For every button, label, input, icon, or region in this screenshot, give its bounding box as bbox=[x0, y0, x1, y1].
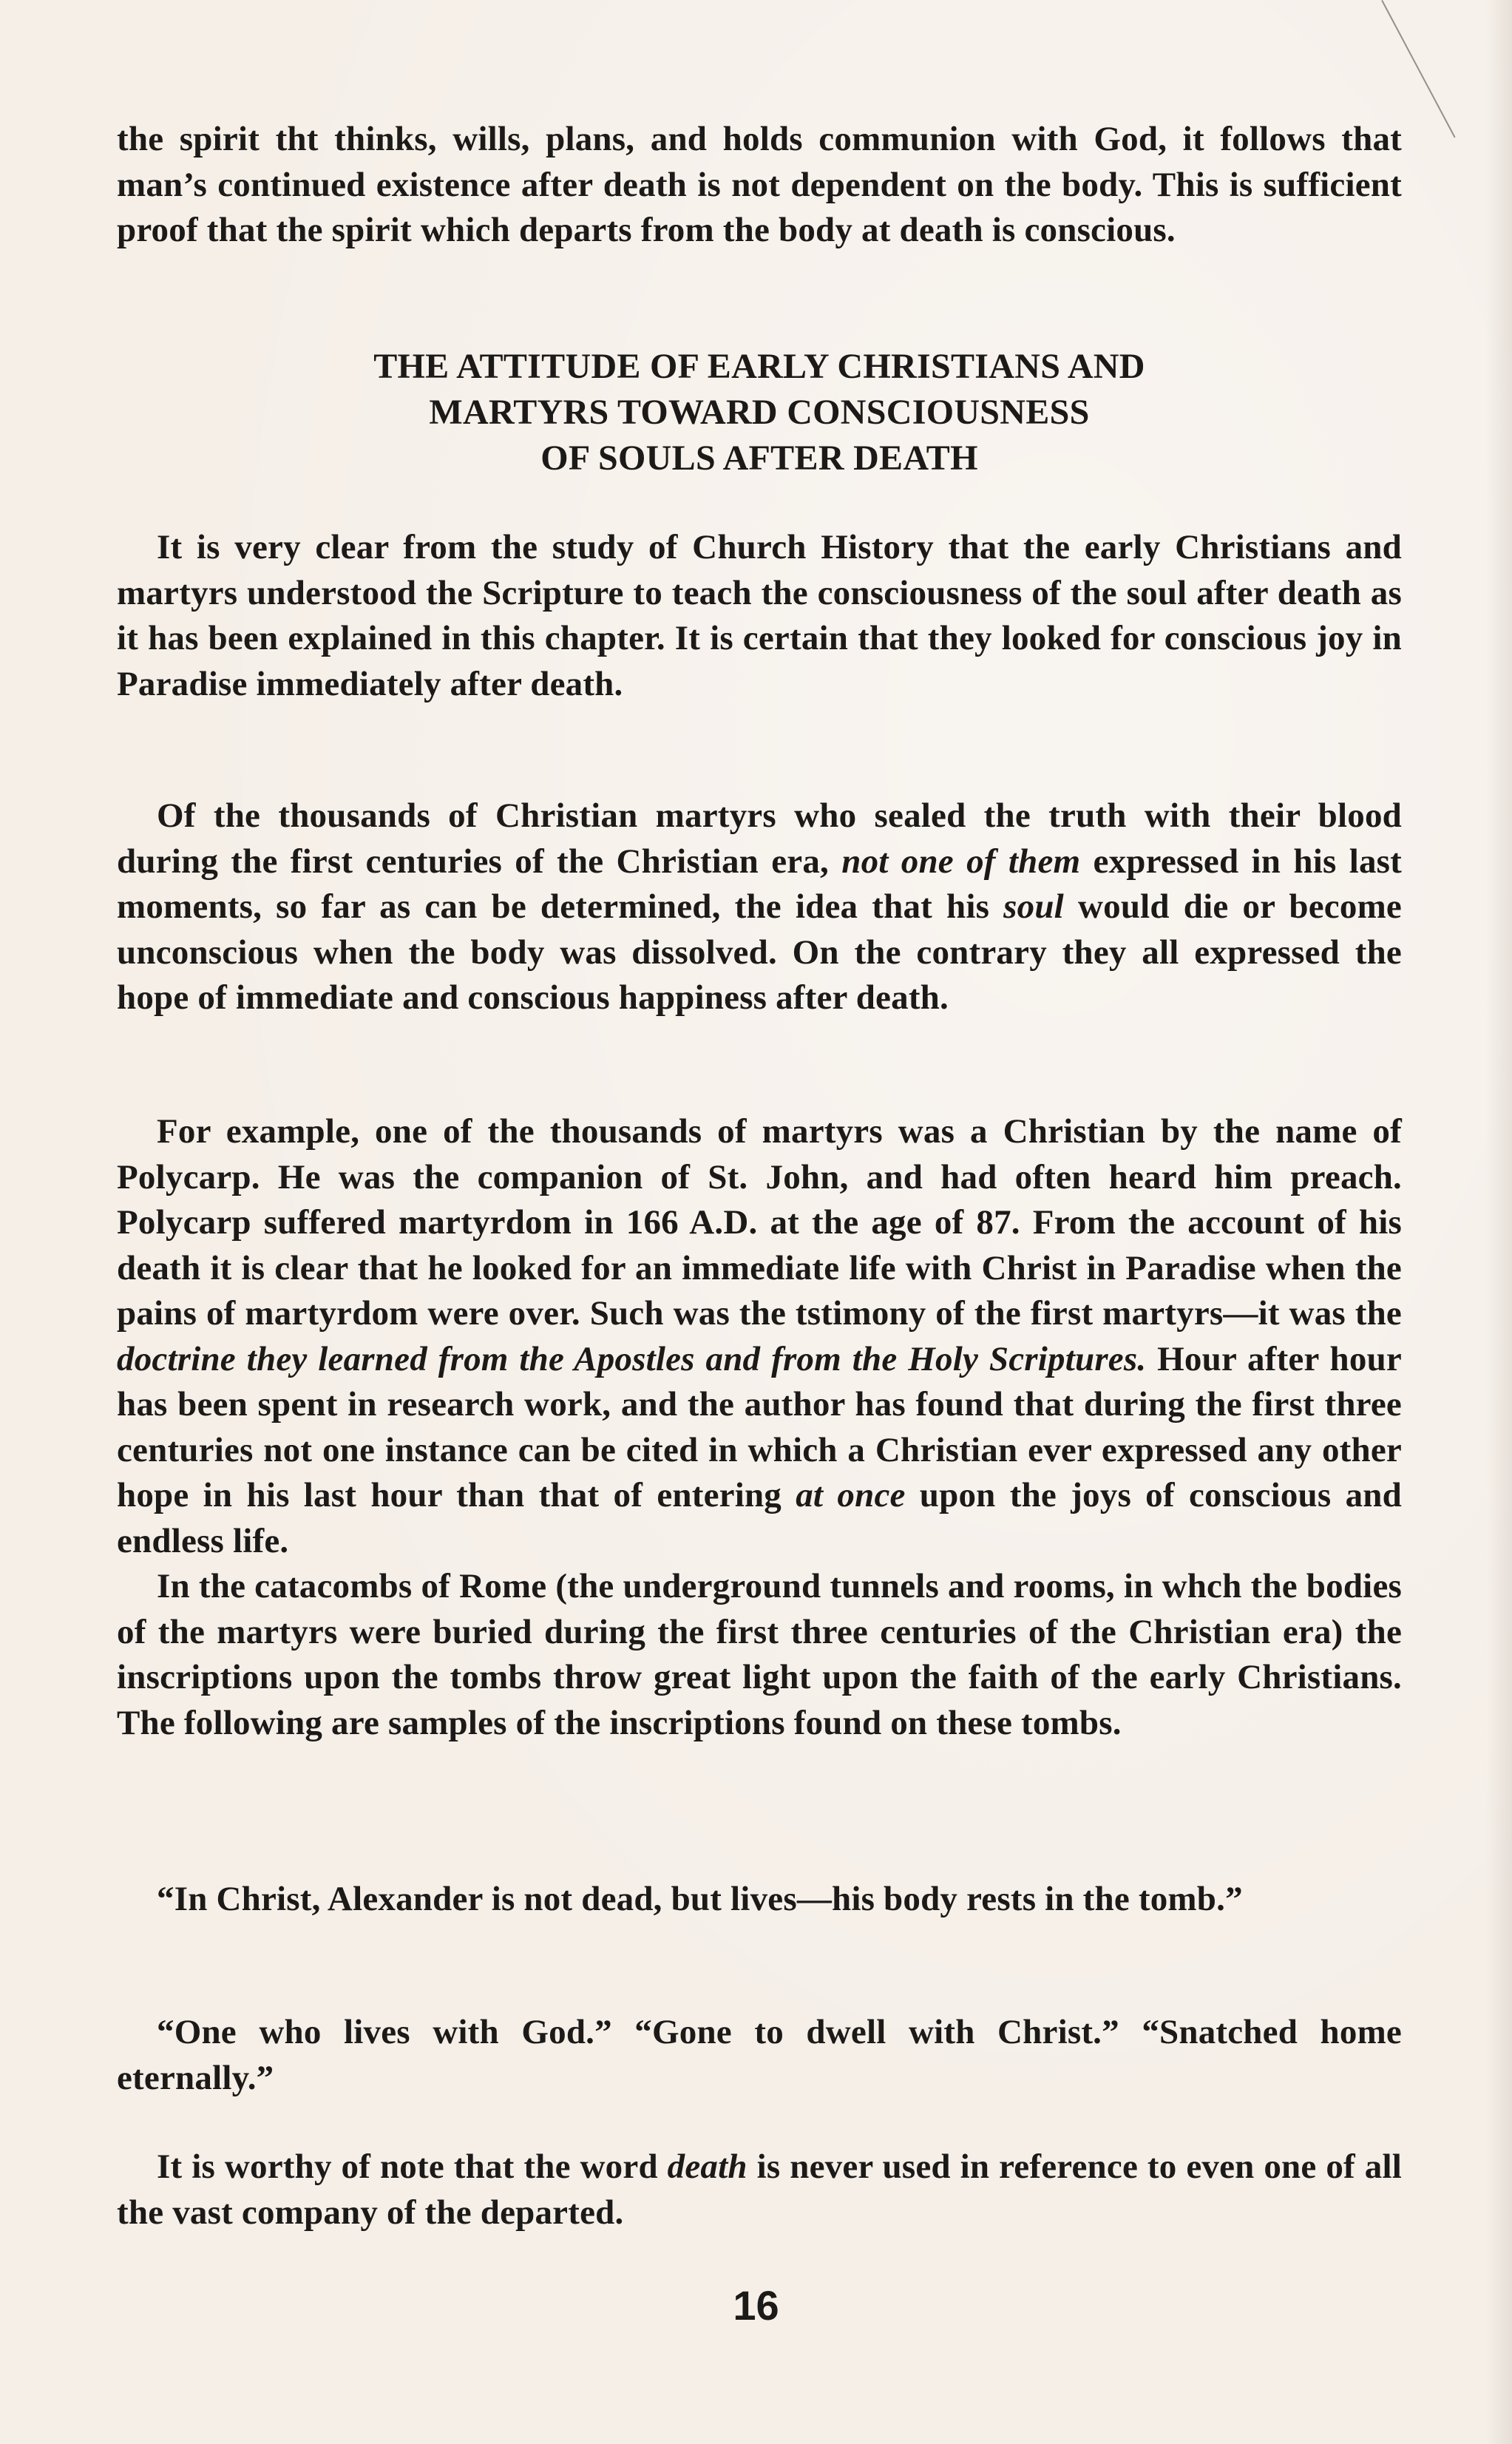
page-edge-shadow bbox=[1486, 0, 1512, 2444]
polycarp-text-2: Hour after hour has been spent in research work, and the author has found that during the first three centuries not one instance can be cited in which a Christian ever expressed any other hope in his last hour than that of entering bbox=[117, 1339, 1402, 1514]
heading-line-2: MARTYRS TOWARD CONSCIOUSNESS bbox=[429, 393, 1090, 432]
death-emphasis: death bbox=[667, 2147, 747, 2186]
polycarp-paragraph-block bbox=[117, 1109, 1402, 1746]
section-heading bbox=[117, 344, 1402, 481]
quote-alexander: “In Christ, Alexander is not dead, but lives—his body rests in the tomb.” bbox=[157, 1880, 1243, 1918]
history-paragraph: It is very clear from the study of Church History that the early Christians and martyrs understood the Scripture to teach the consciousness of the soul after death as it has been explained in this chapter. It is certain that they looked for conscious joy in Paradise immediately after death. bbox=[117, 528, 1402, 703]
death-text-2: is never used in reference to even one of all the vast company of the departed. bbox=[117, 2147, 1402, 2232]
polycarp-text-3: upon the joys of conscious and endless life. bbox=[117, 1476, 1402, 1560]
martyrs-text-2: expressed in his last moments, so far as can be determined, the idea that his bbox=[117, 842, 1402, 926]
quote-lives: “One who lives with God.” “Gone to dwell with Christ.” “Snatched home eternally.” bbox=[117, 2013, 1402, 2097]
martyrs-paragraph-block bbox=[117, 793, 1402, 1021]
polycarp-text-1: For example, one of the thousands of martyrs was a Christian by the name of Polycarp. He was the companion of St. John, and had often heard him preach. Polycarp suffered martyrdom in 166 A.D. at the age of 87. From the account of his death it is clear that he looked for an immediate life with Christ in Paradise when the pains of martyrdom were over. Such was the tstimony of the first martyrs—it was the bbox=[117, 1112, 1402, 1333]
quote-lives-block bbox=[117, 2010, 1402, 2101]
intro-paragraph: the spirit tht thinks, wills, plans, and holds communion with God, it follows that man’s continued existence after death is not dependent on the body. This is sufficient proof that the spirit which departs from the body at death is conscious. bbox=[117, 120, 1402, 249]
martyrs-paragraph bbox=[117, 793, 1402, 1021]
martyrs-text-3: would die or become unconscious when the body was dissolved. On the contrary they all expressed the hope of immediate and conscious happiness after death. bbox=[117, 887, 1402, 1017]
martyrs-emphasis-1: not one of them bbox=[841, 842, 1081, 881]
heading-line-1: THE ATTITUDE OF EARLY CHRISTIANS AND bbox=[373, 347, 1145, 386]
death-text-1: It is worthy of note that the word bbox=[157, 2147, 668, 2186]
death-paragraph bbox=[117, 2145, 1402, 2235]
martyrs-text-1: Of the thousands of Christian martyrs who sealed the truth with their blood during the first centuries of the Christian era, bbox=[117, 796, 1402, 881]
page-number: 16 bbox=[733, 2282, 779, 2329]
martyrs-emphasis-2: soul bbox=[1003, 887, 1064, 926]
quote-alexander-block bbox=[117, 1877, 1402, 1923]
history-paragraph-block bbox=[117, 525, 1402, 707]
polycarp-paragraph bbox=[117, 1109, 1402, 1564]
heading-line-3: OF SOULS AFTER DEATH bbox=[540, 439, 978, 478]
polycarp-emphasis-1: doctrine they learned from the Apostles and from the Holy Scriptures. bbox=[117, 1339, 1147, 1378]
polycarp-emphasis-2: at once bbox=[796, 1476, 906, 1514]
death-paragraph-block bbox=[117, 2145, 1402, 2235]
catacombs-paragraph: In the catacombs of Rome (the underground tunnels and rooms, in whch the bodies of the martyrs were buried during the first three centuries of the Christian era) the inscriptions upon the tombs throw great light upon the faith of the early Christians. The following are samples of the inscriptions found on these tombs. bbox=[117, 1567, 1402, 1742]
intro-paragraph-block bbox=[117, 117, 1402, 254]
